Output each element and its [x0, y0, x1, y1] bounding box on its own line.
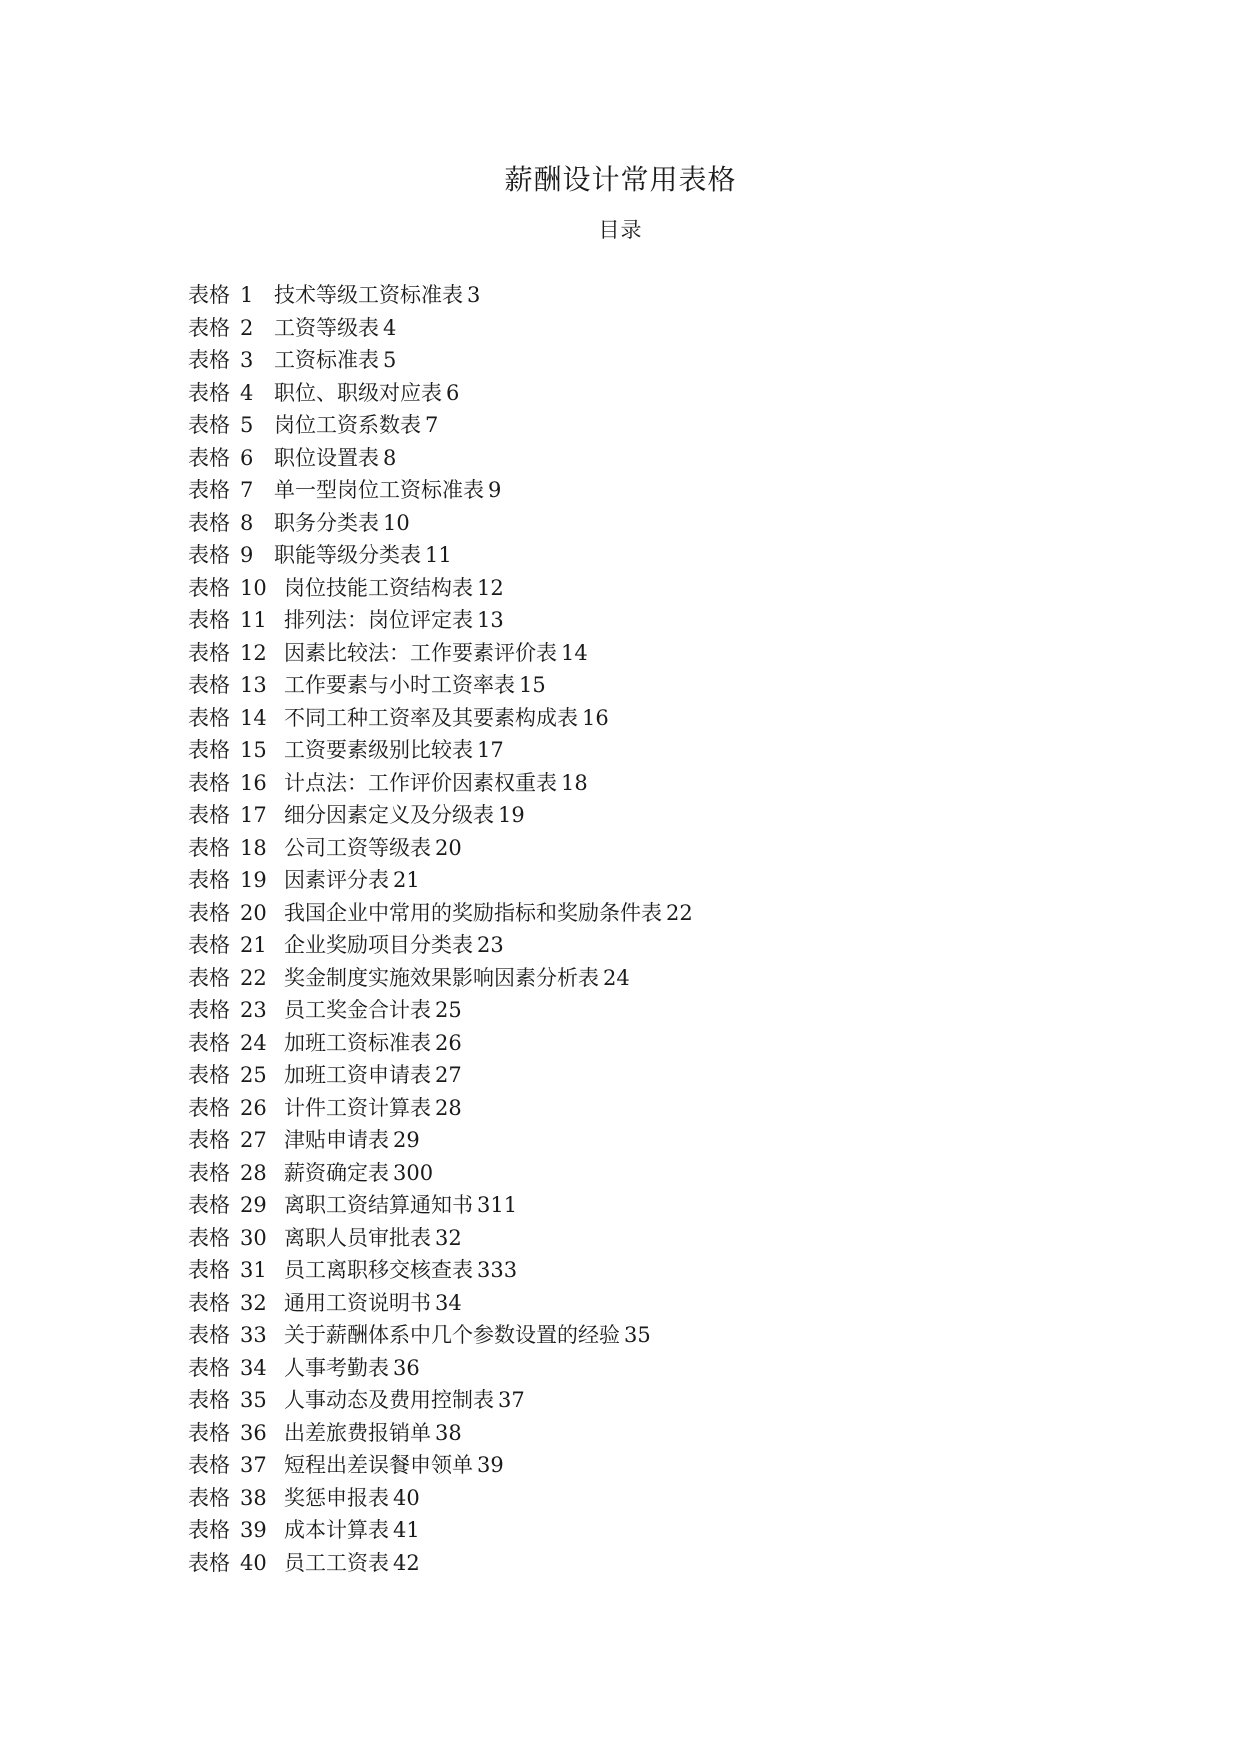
- toc-entry-prefix: 表格: [188, 835, 230, 860]
- toc-entry[interactable]: [188, 442, 693, 475]
- toc-entry-page: 15: [519, 673, 546, 697]
- toc-entry-page: 36: [393, 1355, 420, 1380]
- toc-entry-prefix: 表格: [188, 998, 230, 1022]
- toc-entry-number: 32: [240, 1290, 267, 1315]
- toc-entry-number: 19: [240, 868, 267, 892]
- toc-entry-prefix: 表格: [188, 543, 230, 567]
- toc-entry-label: 职位、职级对应表: [274, 380, 442, 405]
- toc-entry[interactable]: [188, 1547, 693, 1580]
- toc-entry-number: 25: [240, 1063, 267, 1087]
- toc-entry-label: 排列法：岗位评定表: [284, 608, 473, 632]
- toc-entry-prefix: 表格: [188, 803, 230, 827]
- toc-entry-prefix: 表格: [188, 1323, 230, 1347]
- toc-entry[interactable]: [188, 474, 693, 507]
- toc-entry[interactable]: [188, 344, 693, 377]
- toc-entry-label: 我国企业中常用的奖励指标和奖励条件表: [284, 900, 662, 925]
- toc-entry[interactable]: [188, 994, 693, 1027]
- document-title: 薪酬设计常用表格: [504, 163, 737, 196]
- toc-entry-label: 加班工资申请表: [284, 1063, 431, 1087]
- toc-entry-page: 16: [582, 705, 609, 730]
- toc-entry-label: 离职工资结算通知书: [284, 1193, 473, 1217]
- toc-entry[interactable]: [188, 637, 693, 670]
- toc-entry-prefix: 表格: [188, 283, 230, 307]
- toc-entry-label: 工资等级表: [274, 315, 379, 340]
- toc-entry-number: 23: [240, 998, 267, 1022]
- toc-entry-prefix: 表格: [188, 1355, 230, 1380]
- toc-entry-prefix: 表格: [188, 738, 230, 762]
- toc-entry-label: 工资要素级别比较表: [284, 738, 473, 762]
- toc-entry[interactable]: [188, 1092, 693, 1125]
- toc-entry-number: 26: [240, 1095, 267, 1120]
- toc-entry-number: 39: [240, 1518, 267, 1542]
- toc-entry-page: 8: [383, 445, 397, 470]
- toc-entry-number: 13: [240, 673, 267, 697]
- toc-entry-page: 311: [477, 1193, 518, 1217]
- toc-entry[interactable]: [188, 864, 693, 897]
- toc-entry-prefix: 表格: [188, 1518, 230, 1542]
- toc-entry-number: 1: [240, 283, 254, 307]
- toc-entry-prefix: 表格: [188, 575, 230, 600]
- toc-entry-prefix: 表格: [188, 770, 230, 795]
- toc-entry-page: 11: [425, 543, 452, 567]
- toc-entry-page: 21: [393, 868, 420, 892]
- toc-entry-number: 9: [240, 543, 254, 567]
- toc-entry[interactable]: [188, 897, 693, 930]
- toc-entry-label: 不同工种工资率及其要素构成表: [284, 705, 578, 730]
- toc-entry-label: 技术等级工资标准表: [274, 283, 463, 307]
- toc-entry-prefix: 表格: [188, 900, 230, 925]
- toc-entry-page: 34: [435, 1290, 462, 1315]
- toc-entry-prefix: 表格: [188, 1063, 230, 1087]
- toc-entry-page: 6: [446, 380, 460, 405]
- toc-entry-label: 职位设置表: [274, 445, 379, 470]
- toc-heading: 目录: [598, 218, 643, 242]
- toc-entry-label: 因素比较法：工作要素评价表: [284, 640, 557, 665]
- toc-entry-page: 3: [467, 283, 481, 307]
- toc-entry-number: 30: [240, 1225, 267, 1250]
- toc-entry-prefix: 表格: [188, 1160, 230, 1185]
- toc-entry-label: 单一型岗位工资标准表: [274, 478, 484, 502]
- toc-entry-number: 21: [240, 933, 267, 957]
- toc-entry-label: 因素评分表: [284, 868, 389, 892]
- toc-entry[interactable]: [188, 767, 693, 800]
- toc-entry-number: 33: [240, 1323, 267, 1347]
- toc-entry-label: 关于薪酬体系中几个参数设置的经验: [284, 1323, 620, 1347]
- toc-entry-label: 通用工资说明书: [284, 1290, 431, 1315]
- toc-entry-label: 加班工资标准表: [284, 1030, 431, 1055]
- toc-entry-page: 22: [666, 900, 693, 925]
- toc-entry-page: 37: [498, 1388, 525, 1412]
- toc-entry[interactable]: [188, 507, 693, 540]
- toc-entry-number: 27: [240, 1128, 267, 1152]
- toc-entry-number: 24: [240, 1030, 267, 1055]
- toc-entry-page: 39: [477, 1453, 504, 1477]
- toc-entry-prefix: 表格: [188, 413, 230, 437]
- toc-entry-label: 员工离职移交核查表: [284, 1258, 473, 1282]
- toc-entry-number: 10: [240, 575, 267, 600]
- toc-entry-prefix: 表格: [188, 1030, 230, 1055]
- toc-entry[interactable]: [188, 832, 693, 865]
- toc-entry-page: 26: [435, 1030, 462, 1055]
- toc-entry-prefix: 表格: [188, 380, 230, 405]
- toc-entry-number: 14: [240, 705, 267, 730]
- toc-entry-page: 20: [435, 835, 462, 860]
- toc-entry-number: 15: [240, 738, 267, 762]
- toc-entry-number: 36: [240, 1420, 267, 1445]
- toc-entry[interactable]: [188, 1319, 693, 1352]
- toc-entry-page: 300: [393, 1160, 434, 1185]
- toc-entry-prefix: 表格: [188, 1485, 230, 1510]
- toc-entry-number: 29: [240, 1193, 267, 1217]
- toc-entry-prefix: 表格: [188, 1095, 230, 1120]
- toc-entry[interactable]: [188, 1352, 693, 1385]
- toc-entry-label: 奖金制度实施效果影响因素分析表: [284, 965, 599, 990]
- toc-entry-number: 7: [240, 478, 254, 502]
- toc-entry-page: 35: [624, 1323, 651, 1347]
- toc-entry-label: 人事动态及费用控制表: [284, 1388, 494, 1412]
- toc-entry-label: 人事考勤表: [284, 1355, 389, 1380]
- toc-entry-page: 333: [477, 1258, 518, 1282]
- toc-entry[interactable]: [188, 1222, 693, 1255]
- toc-entry-prefix: 表格: [188, 478, 230, 502]
- toc-entry-prefix: 表格: [188, 640, 230, 665]
- toc-entry-number: 16: [240, 770, 267, 795]
- toc-entry-number: 31: [240, 1258, 267, 1282]
- toc-entry-page: 25: [435, 998, 462, 1022]
- toc-entry-page: 17: [477, 738, 504, 762]
- table-of-contents: [188, 279, 693, 1579]
- toc-entry-prefix: 表格: [188, 348, 230, 372]
- toc-entry-label: 计件工资计算表: [284, 1095, 431, 1120]
- toc-entry-label: 出差旅费报销单: [284, 1420, 431, 1445]
- toc-entry-page: 7: [425, 413, 439, 437]
- toc-entry-prefix: 表格: [188, 510, 230, 535]
- toc-entry-label: 职能等级分类表: [274, 543, 421, 567]
- toc-entry-label: 企业奖励项目分类表: [284, 933, 473, 957]
- toc-entry-label: 岗位工资系数表: [274, 413, 421, 437]
- toc-entry-number: 11: [240, 608, 267, 632]
- toc-entry-number: 12: [240, 640, 267, 665]
- toc-entry[interactable]: [188, 572, 693, 605]
- toc-entry-number: 37: [240, 1453, 267, 1477]
- toc-entry-page: 9: [488, 478, 502, 502]
- toc-entry-number: 8: [240, 510, 254, 535]
- toc-entry-prefix: 表格: [188, 1128, 230, 1152]
- toc-entry-prefix: 表格: [188, 933, 230, 957]
- toc-entry-page: 41: [393, 1518, 420, 1542]
- toc-entry-label: 津贴申请表: [284, 1128, 389, 1152]
- toc-entry-label: 公司工资等级表: [284, 835, 431, 860]
- toc-entry-number: 4: [240, 380, 254, 405]
- toc-entry-label: 薪资确定表: [284, 1160, 389, 1185]
- toc-entry-number: 34: [240, 1355, 267, 1380]
- toc-entry-page: 23: [477, 933, 504, 957]
- toc-entry-page: 10: [383, 510, 410, 535]
- toc-entry-page: 29: [393, 1128, 420, 1152]
- toc-entry-page: 38: [435, 1420, 462, 1445]
- toc-entry[interactable]: [188, 669, 693, 702]
- toc-entry-prefix: 表格: [188, 1453, 230, 1477]
- toc-entry-page: 27: [435, 1063, 462, 1087]
- toc-entry-number: 28: [240, 1160, 267, 1185]
- toc-entry[interactable]: [188, 409, 693, 442]
- toc-entry-label: 细分因素定义及分级表: [284, 803, 494, 827]
- toc-entry-prefix: 表格: [188, 1290, 230, 1315]
- toc-entry-label: 奖惩申报表: [284, 1485, 389, 1510]
- toc-entry[interactable]: [188, 1449, 693, 1482]
- toc-entry[interactable]: [188, 1254, 693, 1287]
- toc-entry-page: 18: [561, 770, 588, 795]
- toc-entry[interactable]: [188, 279, 693, 312]
- toc-entry-label: 成本计算表: [284, 1518, 389, 1542]
- toc-entry[interactable]: [188, 734, 693, 767]
- toc-entry-page: 12: [477, 575, 504, 600]
- toc-entry-page: 4: [383, 315, 397, 340]
- toc-entry-number: 40: [240, 1550, 267, 1575]
- toc-entry-label: 职务分类表: [274, 510, 379, 535]
- toc-entry-label: 计点法：工作评价因素权重表: [284, 770, 557, 795]
- toc-entry-label: 岗位技能工资结构表: [284, 575, 473, 600]
- toc-entry-number: 20: [240, 900, 267, 925]
- toc-entry[interactable]: [188, 1417, 693, 1450]
- toc-entry-prefix: 表格: [188, 1550, 230, 1575]
- toc-entry-prefix: 表格: [188, 1420, 230, 1445]
- toc-entry-page: 13: [477, 608, 504, 632]
- toc-entry-prefix: 表格: [188, 315, 230, 340]
- toc-entry-page: 40: [393, 1485, 420, 1510]
- toc-entry-label: 员工工资表: [284, 1550, 389, 1575]
- toc-entry[interactable]: [188, 1482, 693, 1515]
- toc-entry[interactable]: [188, 1059, 693, 1092]
- toc-entry-prefix: 表格: [188, 965, 230, 990]
- toc-entry-label: 工作要素与小时工资率表: [284, 673, 515, 697]
- toc-entry-number: 6: [240, 445, 254, 470]
- toc-entry[interactable]: [188, 1189, 693, 1222]
- toc-entry-label: 工资标准表: [274, 348, 379, 372]
- toc-entry-prefix: 表格: [188, 1258, 230, 1282]
- toc-entry[interactable]: [188, 799, 693, 832]
- toc-entry[interactable]: [188, 377, 693, 410]
- toc-entry[interactable]: [188, 604, 693, 637]
- toc-entry[interactable]: [188, 1384, 693, 1417]
- toc-entry[interactable]: [188, 1514, 693, 1547]
- toc-entry-label: 离职人员审批表: [284, 1225, 431, 1250]
- toc-entry-prefix: 表格: [188, 608, 230, 632]
- toc-entry-number: 18: [240, 835, 267, 860]
- toc-entry-prefix: 表格: [188, 705, 230, 730]
- toc-entry[interactable]: [188, 962, 693, 995]
- toc-entry-prefix: 表格: [188, 673, 230, 697]
- toc-entry-number: 38: [240, 1485, 267, 1510]
- toc-entry-page: 42: [393, 1550, 420, 1575]
- toc-entry[interactable]: [188, 1287, 693, 1320]
- toc-entry-prefix: 表格: [188, 445, 230, 470]
- toc-entry-page: 19: [498, 803, 525, 827]
- toc-entry-number: 3: [240, 348, 254, 372]
- toc-entry-prefix: 表格: [188, 1388, 230, 1412]
- toc-entry[interactable]: [188, 1157, 693, 1190]
- toc-entry-page: 32: [435, 1225, 462, 1250]
- toc-entry-prefix: 表格: [188, 1193, 230, 1217]
- toc-entry-number: 22: [240, 965, 267, 990]
- toc-entry[interactable]: [188, 929, 693, 962]
- toc-entry-page: 24: [603, 965, 630, 990]
- toc-entry-number: 35: [240, 1388, 267, 1412]
- toc-entry-label: 员工奖金合计表: [284, 998, 431, 1022]
- toc-entry-number: 2: [240, 315, 254, 340]
- toc-entry-number: 5: [240, 413, 254, 437]
- toc-entry[interactable]: [188, 702, 693, 735]
- toc-entry-prefix: 表格: [188, 1225, 230, 1250]
- toc-entry-number: 17: [240, 803, 267, 827]
- toc-entry-label: 短程出差误餐申领单: [284, 1453, 473, 1477]
- toc-entry[interactable]: [188, 312, 693, 345]
- toc-entry[interactable]: [188, 1027, 693, 1060]
- toc-entry-page: 5: [383, 348, 397, 372]
- toc-entry-page: 14: [561, 640, 588, 665]
- toc-entry-prefix: 表格: [188, 868, 230, 892]
- toc-entry-page: 28: [435, 1095, 462, 1120]
- toc-entry[interactable]: [188, 1124, 693, 1157]
- toc-entry[interactable]: [188, 539, 693, 572]
